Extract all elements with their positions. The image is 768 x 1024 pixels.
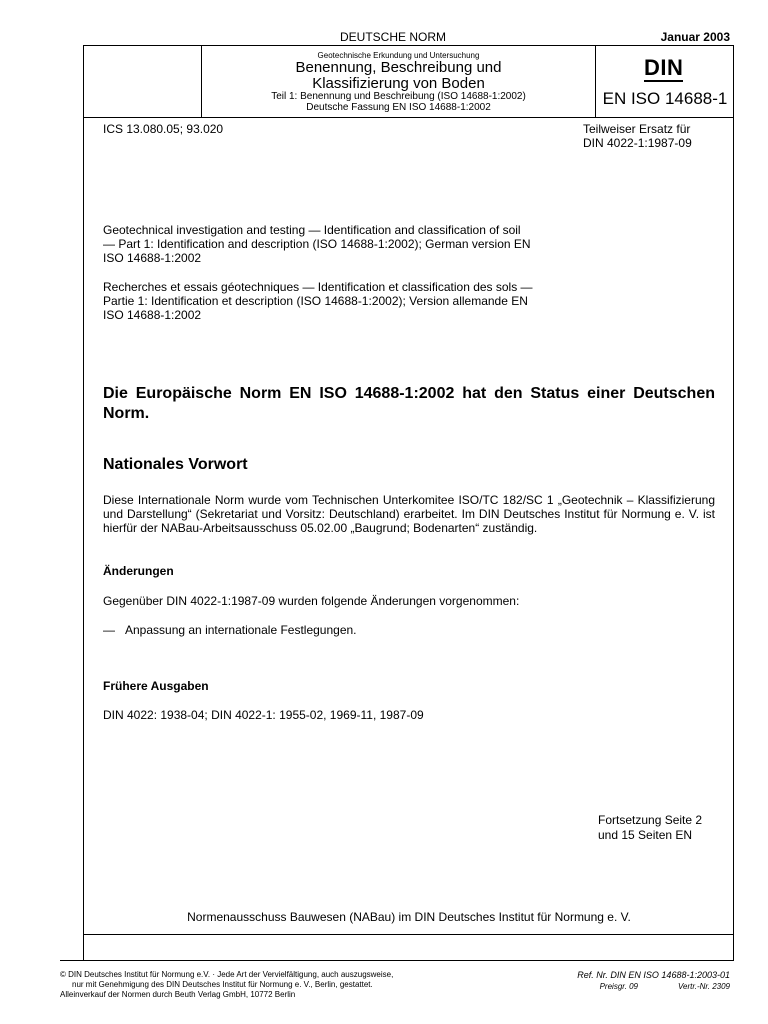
vorwort-heading: Nationales Vorwort <box>103 456 248 473</box>
frame-footer-line-lower <box>60 960 734 961</box>
frame-top-line <box>83 45 734 46</box>
price-group: Preisgr. 09 <box>599 982 638 991</box>
frame-footer-line-upper <box>83 934 734 935</box>
document-subtitle-line2: Deutsche Fassung EN ISO 14688-1:2002 <box>306 102 491 113</box>
din-logo: DIN <box>644 55 684 80</box>
price-info <box>600 982 730 991</box>
replacement-note-line2: DIN 4022-1:1987-09 <box>583 136 692 150</box>
changes-heading: Änderungen <box>103 564 174 578</box>
replacement-note-line1: Teilweiser Ersatz für <box>583 122 691 136</box>
dash-marker: — <box>103 623 115 637</box>
publication-date: Januar 2003 <box>660 30 730 44</box>
norm-type-label: DEUTSCHE NORM <box>340 30 447 44</box>
replacement-note <box>583 122 692 150</box>
copyright-line3: Alleinverkauf der Normen durch Beuth Verlag GmbH, 10772 Berlin <box>60 990 296 999</box>
copyright-notice <box>60 970 393 1000</box>
title-category: Geotechnische Erkundung und Untersuchung <box>317 51 480 60</box>
document-title-line2: Klassifizierung von Boden <box>312 75 485 92</box>
document-title-line1: Benennung, Beschreibung und <box>295 59 502 76</box>
changes-list-item <box>103 623 357 637</box>
changes-intro: Gegenüber DIN 4022-1:1987-09 wurden folgende Änderungen vorgenommen: <box>103 594 520 608</box>
copyright-line2: nur mit Genehmigung des DIN Deutsches Institut für Normung e. V., Berlin, gestattet. <box>72 980 373 989</box>
continuation-line2: und 15 Seiten EN <box>598 828 693 842</box>
continuation-line1: Fortsetzung Seite 2 <box>598 813 703 827</box>
ics-code: ICS 13.080.05; 93.020 <box>103 122 224 136</box>
sales-number: Vertr.-Nr. 2309 <box>677 982 730 991</box>
document-title <box>202 60 595 92</box>
previous-editions-heading: Frühere Ausgaben <box>103 679 209 693</box>
frame-right-line <box>733 45 734 960</box>
reference-number: Ref. Nr. DIN EN ISO 14688-1:2003-01 <box>577 970 730 980</box>
french-title: Recherches et essais géotechniques — Identification et classification des sols — Partie 1: Identification et description (ISO 14688-1:2002); Version allemande EN ISO 14688-1:2002 <box>103 280 533 322</box>
vorwort-text: Diese Internationale Norm wurde vom Technischen Unterkomitee ISO/TC 182/SC 1 „Geotechnik – Klassifizierung und Darstellung“ (Sekretariat und Vorsitz: Deutschland) erarbeitet. Im DIN Deutsches Institut für Normung e. V. ist hierfür der NABau-Arbeitsausschuss 05.02.00 „Baugrund; Bodenarten“ zuständig. <box>103 493 715 535</box>
changes-item-text: Anpassung an internationale Festlegungen. <box>125 623 357 637</box>
document-subtitle-line1: Teil 1: Benennung und Beschreibung (ISO 14688-1:2002) <box>271 91 526 102</box>
english-title: Geotechnical investigation and testing — Identification and classification of soil — Part 1: Identification and description (ISO 14688-1:2002); German version EN ISO 14688-1:2002 <box>103 223 531 265</box>
standard-number: EN ISO 14688-1 <box>602 89 728 108</box>
document-subtitle <box>202 91 595 113</box>
previous-editions-text: DIN 4022: 1938-04; DIN 4022-1: 1955-02, 1969-11, 1987-09 <box>103 708 424 722</box>
status-statement: Die Europäische Norm EN ISO 14688-1:2002 hat den Status einer Deutschen Norm. <box>103 385 715 422</box>
copyright-line1: © DIN Deutsches Institut für Normung e.V. · Jede Art der Vervielfältigung, auch auszugsweise, <box>60 970 394 979</box>
committee-name: Normenausschuss Bauwesen (NABau) im DIN Deutsches Institut für Normung e. V. <box>187 910 631 924</box>
frame-header-divider <box>83 117 734 118</box>
frame-left-line <box>83 45 84 960</box>
continuation-note <box>598 813 702 843</box>
